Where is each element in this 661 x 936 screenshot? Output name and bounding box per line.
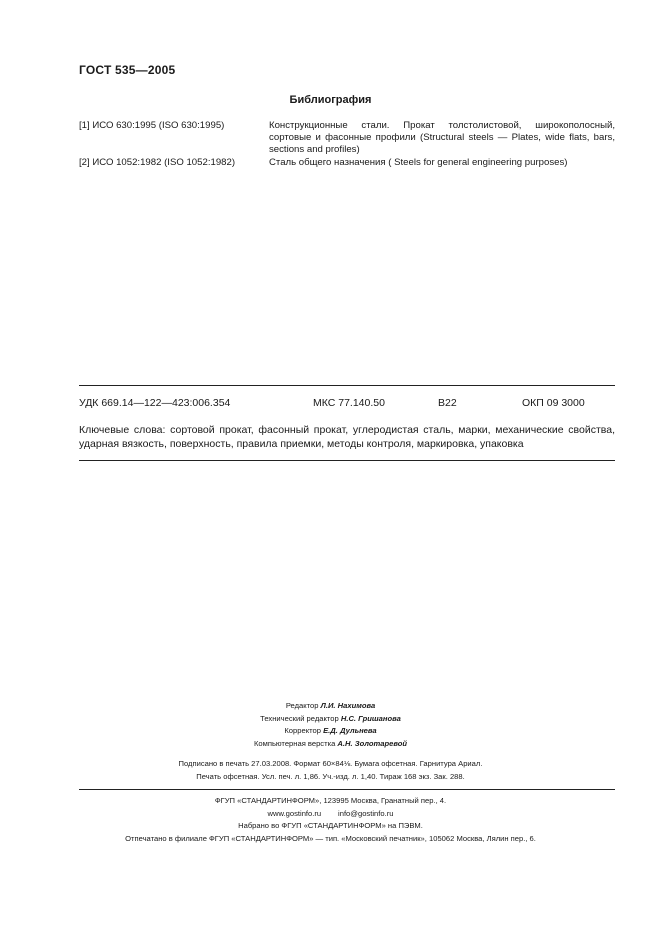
- bibliography-title: Библиография: [289, 94, 372, 106]
- credit-editor: Редактор Л.И. Нахимова: [285, 701, 376, 710]
- publisher-info: [0, 795, 661, 845]
- bibliography-desc: Сталь общего назначения ( Steels for general engineering purposes): [269, 157, 568, 168]
- publisher-address: ФГУП «СТАНДАРТИНФОРМ», 123995 Москва, Гранатный пер., 4.: [214, 796, 447, 805]
- keywords: Ключевые слова: сортовой прокат, фасонный прокат, углеродистая сталь, марки, механические свойства, ударная вязкость, поверхность, правила приемки, методы контроля, маркировка, упаковка: [79, 424, 615, 450]
- bibliography-ref: [1] ИСО 630:1995 (ISO 630:1995): [79, 120, 225, 131]
- bibliography-entry: [79, 157, 615, 171]
- print-info-line: Печать офсетная. Усл. печ. л. 1,86. Уч.-изд. л. 1,40. Тираж 168 экз. Зак. 288.: [196, 771, 465, 781]
- divider: [79, 460, 615, 461]
- credit-corrector: Корректор Е.Д. Дульнева: [284, 726, 377, 735]
- bibliography-ref: [2] ИСО 1052:1982 (ISO 1052:1982): [79, 157, 236, 168]
- divider: [79, 789, 615, 790]
- bibliography-desc: Конструкционные стали. Прокат толстолистовой, широкополосный, сортовые и фасонные профили (Structural steels — Plates, wide flats, bars, sections and profiles): [269, 120, 615, 155]
- credits-block: [0, 700, 661, 750]
- credit-layout: Компьютерная верстка А.Н. Золотаревой: [253, 738, 408, 748]
- mks-code: МКС 77.140.50: [313, 397, 385, 409]
- publisher-website[interactable]: www.gostinfo.ru: [267, 808, 322, 818]
- publisher-contacts: [0, 808, 661, 821]
- okp-code: ОКП 09 3000: [522, 397, 585, 409]
- credit-tech-editor: Технический редактор Н.С. Гришанова: [260, 713, 401, 723]
- udk-code: УДК 669.14—122—423:006.354: [79, 397, 231, 409]
- divider: [79, 385, 615, 386]
- print-info: [0, 758, 661, 783]
- classifier-code: В22: [438, 397, 457, 409]
- print-info-line: Подписано в печать 27.03.2008. Формат 60×84⅛. Бумага офсетная. Гарнитура Ариал.: [178, 759, 483, 768]
- publisher-typeset: Набрано во ФГУП «СТАНДАРТИНФОРМ» на ПЭВМ.: [238, 821, 423, 830]
- document-code: ГОСТ 535—2005: [79, 63, 176, 77]
- publisher-email[interactable]: info@gostinfo.ru: [338, 808, 394, 818]
- publisher-printed: Отпечатано в филиале ФГУП «СТАНДАРТИНФОРМ» — тип. «Московский печатник», 105062 Москва, Лялин пер., 6.: [125, 833, 536, 843]
